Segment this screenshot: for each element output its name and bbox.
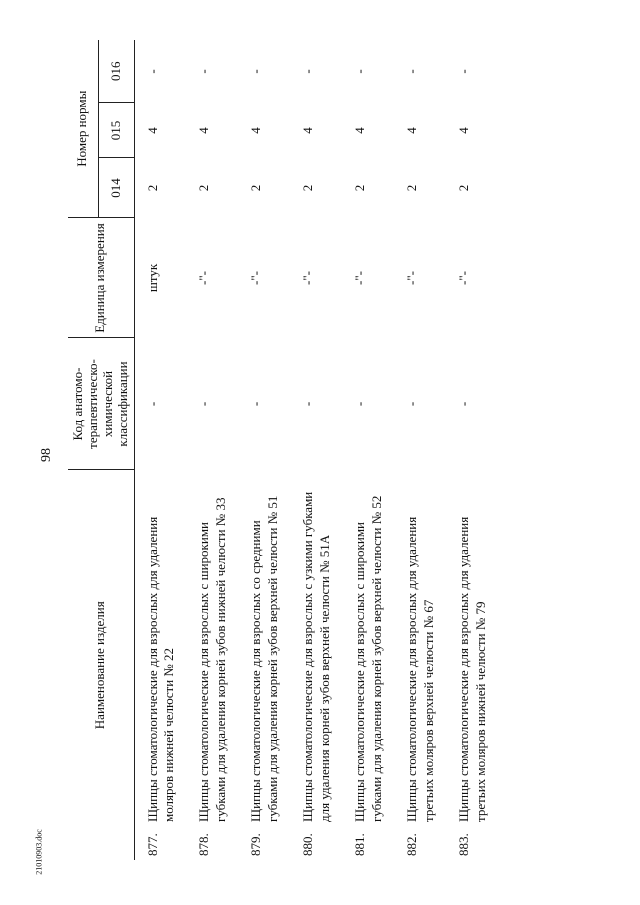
row-norm-014: 2 xyxy=(352,184,367,192)
row-norm-014: 2 xyxy=(300,184,315,192)
row-norm-014: 2 xyxy=(404,184,419,192)
row-unit: -"- xyxy=(248,271,263,285)
row-norm-015: 4 xyxy=(456,127,471,134)
header-norm-group: Номер нормы xyxy=(68,40,98,218)
row-name: Щипцы стоматологические для взрослых для удаления третьих моляров нижней челюсти № 79 xyxy=(456,516,488,822)
header-norm-014: 014 xyxy=(98,158,134,218)
footer-file-name: 21010903.doc xyxy=(34,829,44,875)
row-norm-015: 4 xyxy=(404,127,419,134)
products-table xyxy=(68,40,498,860)
row-norm-016: - xyxy=(248,69,263,74)
row-name: Щипцы стоматологические для взрослых для удаления моляров нижней челюсти № 22 xyxy=(144,516,177,822)
table-container xyxy=(68,40,628,860)
row-norm-015: 4 xyxy=(248,127,263,134)
table-row xyxy=(238,40,290,860)
row-name: Щипцы стоматологические для взрослых с широкими губками для удаления корней зубов верхней челюсти № 52 xyxy=(352,495,384,822)
row-norm-016: - xyxy=(404,69,419,74)
row-number: 882. xyxy=(404,833,419,856)
row-code: - xyxy=(300,401,315,407)
row-norm-015: 4 xyxy=(144,127,160,134)
table-row xyxy=(446,40,498,860)
table-row xyxy=(394,40,446,860)
header-norm-016: 016 xyxy=(98,40,134,103)
header-name: Наименование изделия xyxy=(68,470,134,860)
row-norm-016: - xyxy=(456,69,471,74)
row-code: - xyxy=(196,401,211,407)
row-norm-016: - xyxy=(352,69,367,74)
row-code: - xyxy=(248,401,263,407)
row-unit: -"- xyxy=(300,271,315,285)
row-name: Щипцы стоматологические для взрослых с узкими губками для удаления корней зубов верхней челюсти № 51А xyxy=(300,491,332,822)
row-norm-016: - xyxy=(196,69,211,74)
rotated-table xyxy=(68,40,628,860)
row-norm-016: - xyxy=(300,69,315,74)
row-norm-014: 2 xyxy=(196,184,211,192)
row-number: 880. xyxy=(300,833,315,856)
row-norm-016: - xyxy=(144,69,160,74)
row-unit: -"- xyxy=(196,271,211,285)
row-norm-015: 4 xyxy=(300,127,315,134)
row-number: 881. xyxy=(352,833,367,856)
row-name: Щипцы стоматологические для взрослых для удаления третьих моляров верхней челюсти № 67 xyxy=(404,516,436,822)
row-norm-014: 2 xyxy=(248,184,263,192)
page-number: 98 xyxy=(39,448,54,462)
row-code: - xyxy=(144,401,160,407)
row-name: Щипцы стоматологические для взрослых с широкими губками для удаления корней зубов нижней челюсти № 33 xyxy=(196,497,228,822)
header-atc-code: Код анатомо-терапевтическо-химической классификации xyxy=(68,338,134,470)
header-unit: Единица измерения xyxy=(68,218,134,338)
row-norm-015: 4 xyxy=(352,127,367,134)
row-number: 878. xyxy=(196,833,211,856)
row-code: - xyxy=(352,401,367,407)
table-row xyxy=(342,40,394,860)
table-row xyxy=(186,40,238,860)
row-unit: -"- xyxy=(456,271,471,285)
row-norm-014: 2 xyxy=(456,184,471,192)
row-norm-015: 4 xyxy=(196,127,211,134)
table-row xyxy=(134,40,186,860)
row-number: 883. xyxy=(456,833,471,856)
row-code: - xyxy=(404,401,419,407)
row-number: 877. xyxy=(144,833,160,856)
row-name: Щипцы стоматологические для взрослых со средними губками для удаления корней зубов верхней челюсти № 51 xyxy=(248,495,280,822)
row-unit: штук xyxy=(144,263,160,293)
row-unit: -"- xyxy=(352,271,367,285)
row-number: 879. xyxy=(248,833,263,856)
row-norm-014: 2 xyxy=(144,184,160,192)
row-unit: -"- xyxy=(404,271,419,285)
row-code: - xyxy=(456,401,471,407)
table-row xyxy=(290,40,342,860)
header-norm-015: 015 xyxy=(98,103,134,158)
